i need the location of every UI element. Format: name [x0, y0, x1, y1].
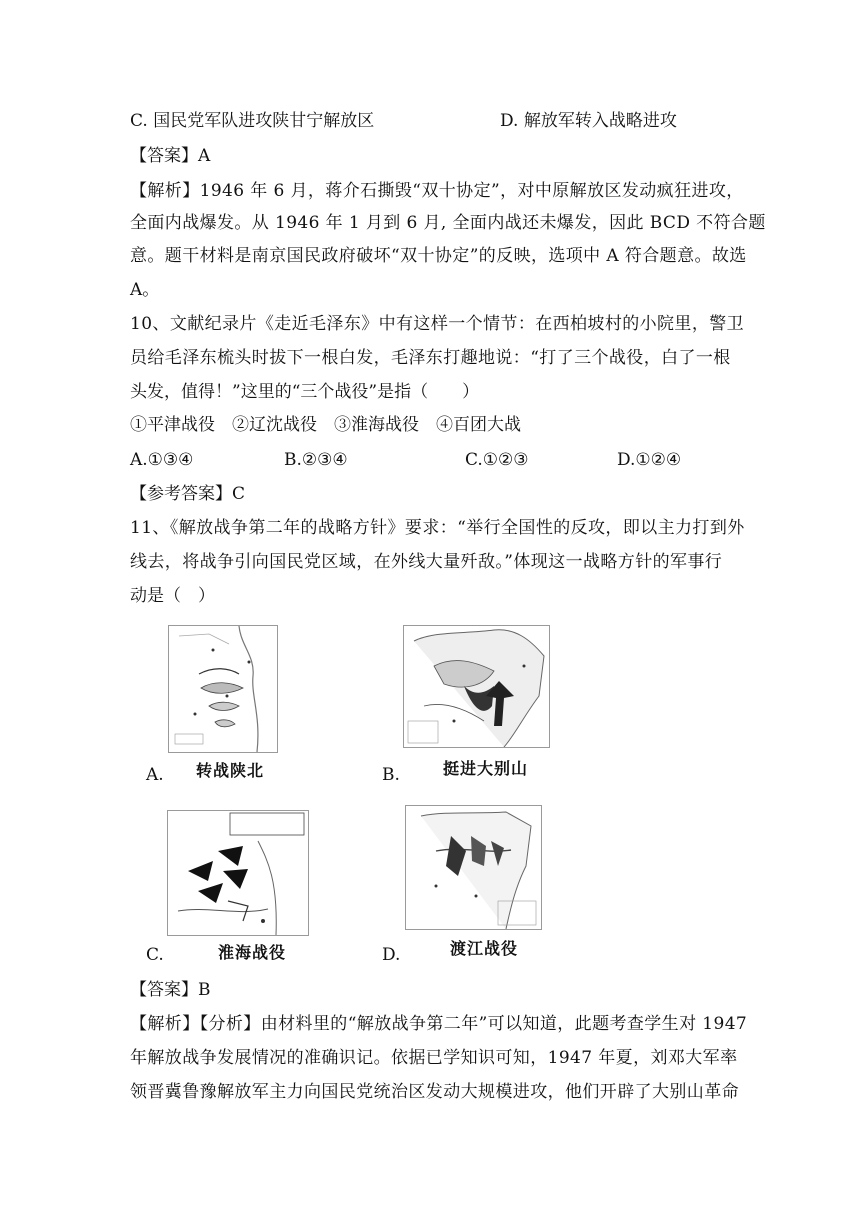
map-letter-a: A. [146, 765, 164, 785]
q11-stem-line: 11、《解放战争第二年的战略方针》要求：“举行全国性的反攻，即以主力打到外 [130, 518, 745, 538]
q10-option-d: D.①②④ [617, 450, 682, 470]
q9-option-c: C. 国民党军队进攻陕甘宁解放区 [130, 111, 375, 131]
q10-stem-line: 头发，值得！”这里的“三个战役”是指（ ） [130, 382, 480, 402]
map-image-b [403, 625, 550, 748]
map-letter-b: B. [382, 765, 400, 785]
q11-stem-line: 线去，将战争引向国民党区域，在外线大量歼敌。”体现这一战略方针的军事行 [130, 552, 723, 572]
q10-answer: 【参考答案】C [130, 484, 246, 504]
q10-stem-line: 员给毛泽东梳头时拔下一根白发，毛泽东打趣地说：“打了三个战役，白了一根 [130, 348, 731, 368]
q10-stem-line: 10、文献纪录片《走近毛泽东》中有这样一个情节：在西柏坡村的小院里，警卫 [130, 314, 745, 334]
q10-option-c: C.①②③ [465, 450, 529, 470]
q11-answer: 【答案】B [130, 980, 211, 1000]
map-letter-d: D. [382, 945, 401, 965]
map-caption-a: 转战陕北 [196, 761, 265, 780]
q9-option-d: D. 解放军转入战略进攻 [500, 111, 677, 131]
q11-analysis-line: 领晋冀鲁豫解放军主力向国民党统治区发动大规模进攻，他们开辟了大别山革命 [130, 1082, 739, 1102]
q10-option-a: A.①③④ [130, 450, 194, 470]
map-caption-d: 渡江战役 [450, 939, 519, 958]
map-caption-b: 挺进大别山 [443, 759, 529, 778]
q10-items: ①平津战役 ②辽沈战役 ③淮海战役 ④百团大战 [130, 415, 521, 435]
q9-analysis-line: 全面内战爆发。从 1946 年 1 月到 6 月, 全面内战还未爆发，因此 BCD 不符合题 [130, 213, 766, 233]
q10-option-b: B.②③④ [284, 450, 348, 470]
q9-analysis-line: A。 [130, 280, 160, 300]
q11-stem-line: 动是（ ） [130, 586, 215, 606]
map-image-d [405, 805, 542, 930]
map-image-c [167, 810, 309, 936]
map-image-a [168, 625, 278, 753]
map-letter-c: C. [146, 945, 164, 965]
q9-analysis-line: 【解析】1946 年 6 月，蒋介石撕毁“双十协定”，对中原解放区发动疯狂进攻， [130, 181, 744, 201]
q9-answer: 【答案】A [130, 146, 211, 166]
q11-analysis-line: 年解放战争发展情况的准确识记。依据已学知识可知，1947 年夏，刘邓大军率 [130, 1048, 738, 1068]
q9-analysis-line: 意。题干材料是南京国民政府破坏“双十协定”的反映，选项中 A 符合题意。故选 [130, 246, 747, 266]
q11-analysis-line: 【解析】【分析】由材料里的“解放战争第二年”可以知道，此题考查学生对 1947 [130, 1014, 748, 1034]
map-caption-c: 淮海战役 [218, 943, 287, 962]
